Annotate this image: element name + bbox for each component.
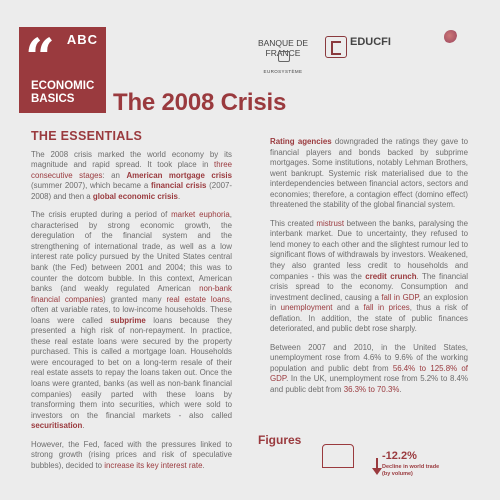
figure-caption: Decline in world trade (by volume)	[382, 464, 440, 477]
text-run: and a	[332, 303, 364, 313]
key-term: American mortgage crisis	[126, 170, 232, 180]
text-run: The 2008 crisis marked the world economy by its magnitude and rapid spread. It took place in	[31, 149, 232, 170]
paragraph	[270, 219, 468, 335]
key-term: credit crunch	[365, 271, 417, 281]
text-run: .	[177, 191, 181, 201]
emphasis-text: unemployment	[280, 303, 333, 313]
key-term: subprime	[110, 315, 146, 325]
text-run: Between 2007 and 2010, in the United States, unemployment rose from 4.6% to 9.6% of the working population and public debt from	[270, 342, 468, 373]
badge-abc: ABC	[66, 32, 98, 47]
educfi-mark-icon	[325, 36, 347, 58]
text-run: between the banks, paralysing the interbank market. Due to uncertainty, they refused to lend money to each other and the slightest rumour led to significant flows of withdrawals by investors. Weakened, they also granted less credit to households and companies - this was the	[270, 218, 468, 281]
emphasis-text: real estate loans	[166, 294, 230, 304]
text-run: .	[399, 385, 402, 395]
left-column	[31, 128, 232, 479]
text-run: .	[202, 460, 205, 470]
key-term: Rating agencies	[270, 137, 332, 146]
figure-value: -12.2%	[382, 450, 417, 462]
badge-title: ECONOMIC BASICS	[31, 80, 95, 105]
text-run: , thus a risk of deflation. In addition, the state of public finances deteriorated, and public debt rose sharply.	[270, 303, 469, 334]
text-run: ) granted many	[103, 294, 167, 304]
text-run: .	[82, 421, 85, 431]
figure-world-trade	[320, 442, 470, 500]
text-run: . In the UK, unemployment rose from 5.2% to 8.4% and public debt from	[270, 374, 468, 395]
paragraph	[270, 343, 468, 396]
emphasis-text: fall in GDP	[381, 292, 419, 302]
text-run: . The financial crisis spread to the economy. Consumption and investment declined, causing a	[270, 271, 469, 302]
emphasis-text: increase its key interest rate	[104, 460, 203, 470]
section-heading: THE ESSENTIALS	[31, 129, 143, 143]
text-run: This created	[270, 218, 317, 228]
partner-mark-icon	[444, 30, 458, 44]
figures-heading: Figures	[258, 433, 302, 447]
paragraph	[31, 210, 232, 431]
emphasis-text: non-bank financial companies	[31, 284, 232, 304]
emphasis-text: fall in prices	[363, 303, 410, 313]
text-run: , an explosion in	[270, 292, 468, 313]
page-title: The 2008 Crisis	[113, 89, 287, 116]
emphasis-text: three consecutive stages	[31, 160, 232, 180]
key-term: financial crisis	[151, 181, 207, 191]
text-run: (summer 2007), which became a	[31, 181, 151, 191]
decline-arrow-icon	[372, 468, 382, 475]
banque-de-france-logo: BANQUE DE FRANCE EUROSYSTÈME	[257, 38, 309, 74]
paragraph	[31, 150, 232, 203]
euro-mark-icon	[278, 51, 290, 62]
emphasis-text: market euphoria	[171, 210, 230, 220]
world-trade-icon	[322, 444, 354, 468]
educfi-logo: EDUCFI	[325, 36, 403, 60]
key-term: securitisation	[31, 421, 83, 431]
text-run: : an	[102, 170, 127, 180]
emphasis-text: mistrust	[316, 218, 345, 228]
paragraph	[31, 440, 232, 472]
partner-logo	[420, 30, 482, 46]
text-run: downgraded the ratings they gave to financial players and bonds backed by subprime mortgages. Some institutions, notably Lehman Brothers, went bankrupt. Systemic risk materialised due to the interdependencies between financial actors, sectors and economies; therefore, a contagion effect (domino effect) threatened the stability of the global financial system.	[270, 137, 468, 210]
text-run: loans because they presented a high risk of non-repayment. In practice, these real estate loans were secured by the property purchased. This is called a mortgage loan. Households were encouraged to bet on a long-term resale of their real estate assets to repay the loans taken out. Once the loans were granted, banks (as well as non-bank financial companies) easily parted with these loans by transforming them into securities, which were sold to investors on the financial markets - also called	[31, 315, 232, 420]
text-run: However, the Fed, faced with the pressures linked to strong growth (rising prices and risk of speculative bubbles), decided to	[31, 439, 232, 470]
series-badge	[19, 27, 106, 113]
text-run: , characterised by strong economic growth, the deregulation of the financial system and the strengthening of international trade, as well as a low interest rate policy pursued by the United States central bank (the Fed) between 2001 and 2004; this was to counter the dotcom bubble. In this context, American banks (and weakly regulated American	[31, 210, 232, 294]
text-run: (2007-2008) and then a	[31, 181, 232, 201]
text-run: The crisis erupted during a period of	[31, 210, 172, 220]
key-term: global economic crisis	[92, 191, 178, 201]
emphasis-text: 36.3% to 70.3%	[343, 385, 400, 395]
header	[0, 0, 500, 128]
text-run: , often at variable rates, to low-income households. These loans were called	[31, 294, 232, 325]
quote-mark-icon: “	[25, 28, 55, 89]
paragraph	[270, 137, 468, 211]
right-column	[270, 137, 468, 404]
emphasis-text: 56.4% to 125.8% of GDP	[270, 363, 468, 384]
